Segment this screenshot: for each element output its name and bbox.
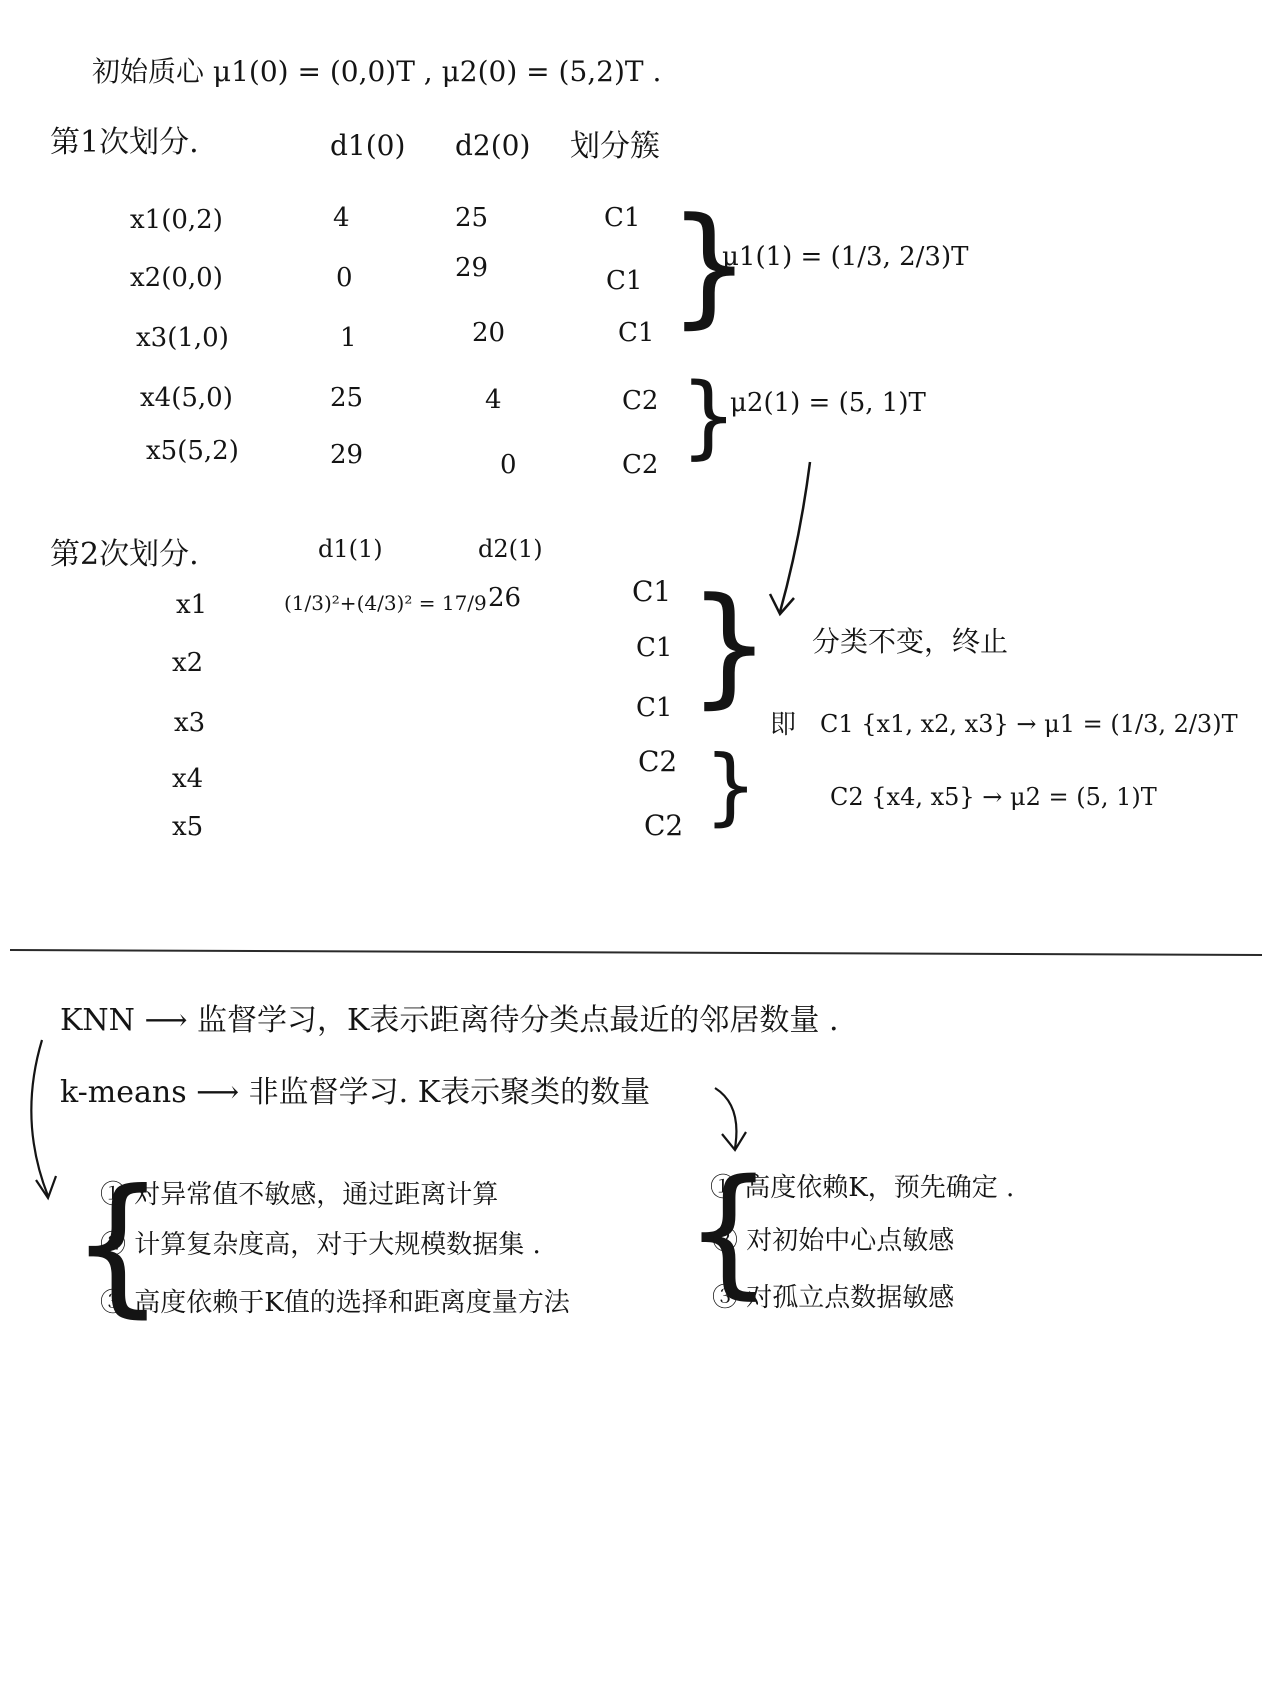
table-row-d2: 26 [488, 583, 522, 613]
table-row-point: x4(5,0) [140, 383, 233, 413]
second-round-d1-header: d1(1) [318, 535, 383, 563]
centroid2-update: μ2(1) = (5, 1)T [730, 388, 926, 418]
final-cluster2: C2 {x4, x5} → μ2 = (5, 1)T [830, 783, 1157, 811]
centroid1-update: μ1(1) = (1/3, 2/3)T [722, 242, 969, 272]
table-row-point: x2(0,0) [130, 263, 223, 293]
table-row-cluster: C2 [622, 450, 659, 480]
first-round-d2-header: d2(0) [455, 129, 531, 162]
second-cluster2-brace: } [704, 737, 758, 835]
result-prefix: 即 [770, 710, 797, 740]
curved-arrow-head [722, 1132, 746, 1150]
table-row-d2: 29 [455, 253, 489, 283]
initial-centroids-line: 初始质心 μ1(0) = (0,0)T , μ2(0) = (5,2)T . [92, 55, 662, 88]
table-row-point: x1 [176, 590, 208, 620]
table-row-cluster: C1 [632, 575, 672, 608]
table-row-d2: 25 [455, 203, 489, 233]
first-round-title: 第1次划分. [50, 125, 199, 160]
table-row-d1: 1 [340, 323, 357, 353]
table-row-point: x2 [172, 648, 204, 678]
left-bracket-arrow [31, 1040, 48, 1196]
table-row-d1: (1/3)²+(4/3)² = 17/9 [284, 591, 487, 615]
down-arrow [780, 462, 810, 612]
left-bracket-arrow-head [36, 1176, 56, 1198]
table-row-cluster: C1 [636, 693, 673, 723]
convergence-note: 分类不变，终止 [812, 625, 1009, 658]
kmeans-points-brace: } [684, 1150, 774, 1313]
cluster2-brace: } [680, 364, 738, 469]
table-row-point: x1(0,2) [130, 205, 223, 235]
table-row-cluster: C1 [604, 203, 641, 233]
table-row-point: x3 [174, 708, 206, 738]
knn-point-1: ① 对异常值不敏感，通过距离计算 [100, 1180, 499, 1210]
table-row-d2: 4 [485, 385, 502, 415]
kmeans-summary: k-means ⟶ 非监督学习. K表示聚类的数量 [60, 1075, 651, 1110]
table-row-point: x5 [172, 812, 204, 842]
knn-point-2: ② 计算复杂度高，对于大规模数据集 . [100, 1230, 541, 1260]
knn-points-brace: } [70, 1158, 166, 1332]
kmeans-point-1: ① 高度依赖K，预先确定 . [710, 1173, 1015, 1203]
table-row-cluster: C2 [638, 745, 678, 778]
table-row-d1: 4 [333, 203, 350, 233]
table-row-cluster: C1 [618, 318, 655, 348]
final-cluster1: C1 {x1, x2, x3} → μ1 = (1/3, 2/3)T [820, 710, 1238, 738]
knn-point-3: ③ 高度依赖于K值的选择和距离度量方法 [100, 1288, 570, 1318]
second-cluster1-brace: } [688, 569, 771, 721]
table-row-cluster: C1 [606, 266, 643, 296]
knn-summary: KNN ⟶ 监督学习，K表示距离待分类点最近的邻居数量 . [60, 1003, 839, 1038]
table-row-d1: 29 [330, 440, 364, 470]
table-row-d1: 25 [330, 383, 364, 413]
table-row-point: x4 [172, 764, 204, 794]
table-row-d2: 20 [472, 318, 506, 348]
second-round-d2-header: d2(1) [478, 535, 543, 563]
table-row-point: x5(5,2) [146, 436, 239, 466]
section-divider [10, 950, 1262, 955]
table-row-cluster: C2 [622, 386, 659, 416]
table-row-cluster: C1 [636, 633, 673, 663]
table-row-d2: 0 [500, 450, 517, 480]
table-row-d1: 0 [336, 263, 353, 293]
table-row-cluster: C2 [644, 809, 684, 842]
cluster1-brace: } [668, 189, 751, 341]
first-round-cluster-header: 划分簇 [570, 129, 660, 164]
second-round-title: 第2次划分. [50, 537, 199, 572]
kmeans-point-2: ② 对初始中心点敏感 [712, 1226, 955, 1256]
table-row-point: x3(1,0) [136, 323, 229, 353]
first-round-d1-header: d1(0) [330, 129, 406, 162]
kmeans-point-3: ③ 对孤立点数据敏感 [712, 1283, 955, 1313]
